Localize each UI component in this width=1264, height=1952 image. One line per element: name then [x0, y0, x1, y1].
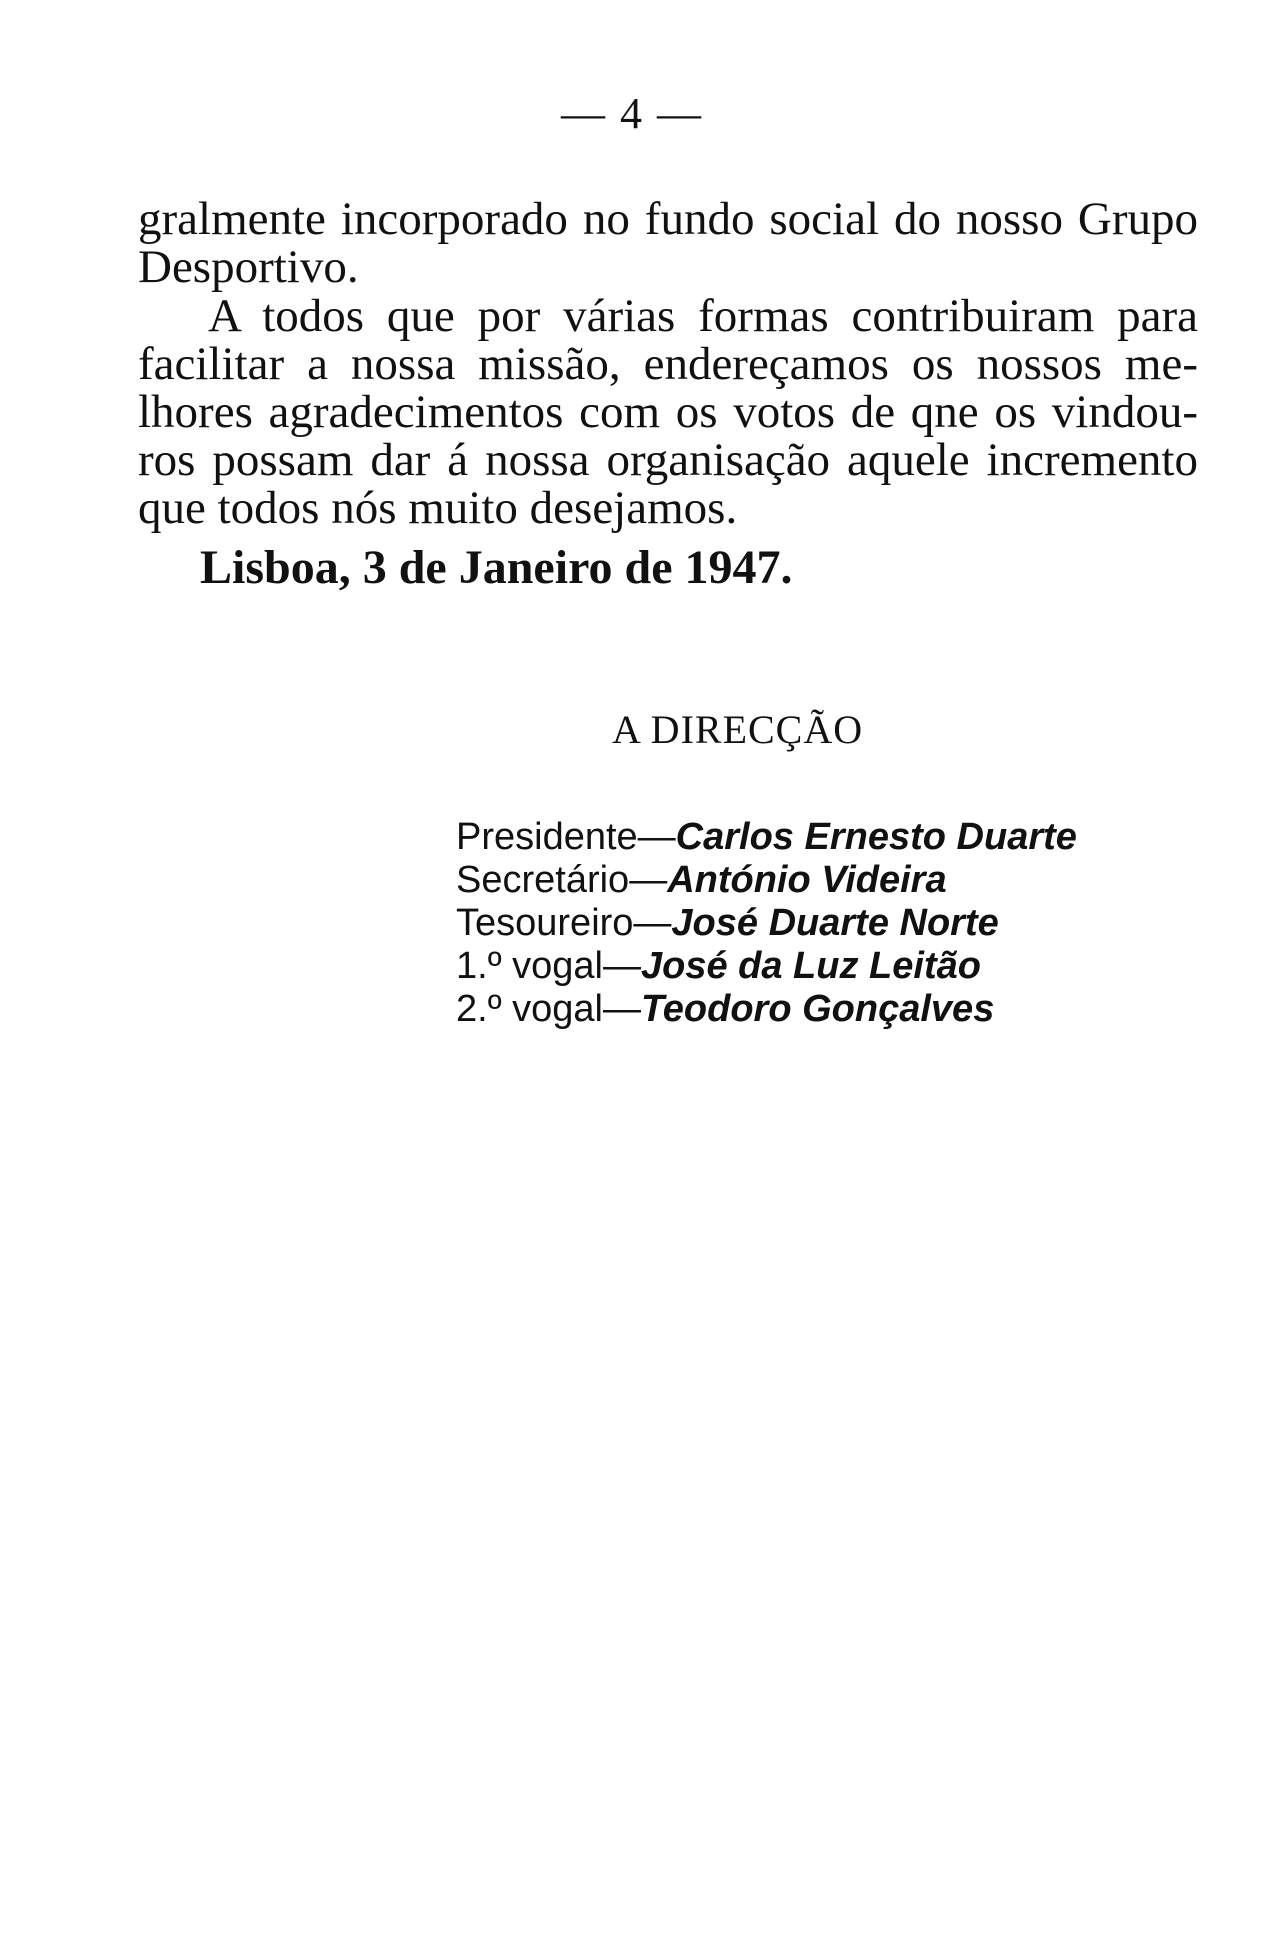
place-and-date: Lisboa, 3 de Janeiro de 1947.: [200, 541, 793, 594]
text-line: A todos que por várias formas contribuiram para: [208, 290, 1198, 342]
officer-second-member: [456, 988, 1077, 1031]
officer-role: 1.º vogal—: [456, 945, 641, 987]
officer-name: Teodoro Gonçalves: [640, 988, 995, 1030]
officer-name: José Duarte Norte: [671, 902, 999, 944]
page-number: — 4 —: [561, 89, 703, 138]
officer-role: 2.º vogal—: [456, 988, 641, 1030]
officer-treasurer: [456, 902, 1077, 945]
officer-president: [456, 816, 1077, 859]
officer-role: Presidente—: [456, 816, 676, 858]
officer-role: Tesoureiro—: [456, 902, 672, 944]
officer-name: António Videira: [667, 859, 947, 901]
paragraph-thanks: [138, 292, 1198, 532]
officers-list: [456, 816, 1077, 1031]
text-line: facilitar a nossa missão, endereçamos os nossos me-: [138, 338, 1198, 390]
officer-secretary: [456, 859, 1077, 902]
officer-role: Secretário—: [456, 859, 668, 901]
officer-first-member: [456, 945, 1077, 988]
officer-name: José da Luz Leitão: [640, 945, 981, 987]
text-line: ros possam dar á nossa organisação aquele incremento: [138, 434, 1198, 486]
text-line: lhores agradecimentos com os votos de qne os vindou-: [138, 386, 1198, 438]
text-line: que todos nós muito desejamos.: [138, 482, 738, 534]
text-line: gralmente incorporado no fundo social do nosso Grupo: [138, 193, 1198, 245]
signature-title: A DIRECÇÃO: [612, 707, 864, 752]
paragraph-continued: [138, 195, 1198, 291]
officer-name: Carlos Ernesto Duarte: [675, 816, 1077, 858]
text-line: Desportivo.: [138, 241, 359, 293]
